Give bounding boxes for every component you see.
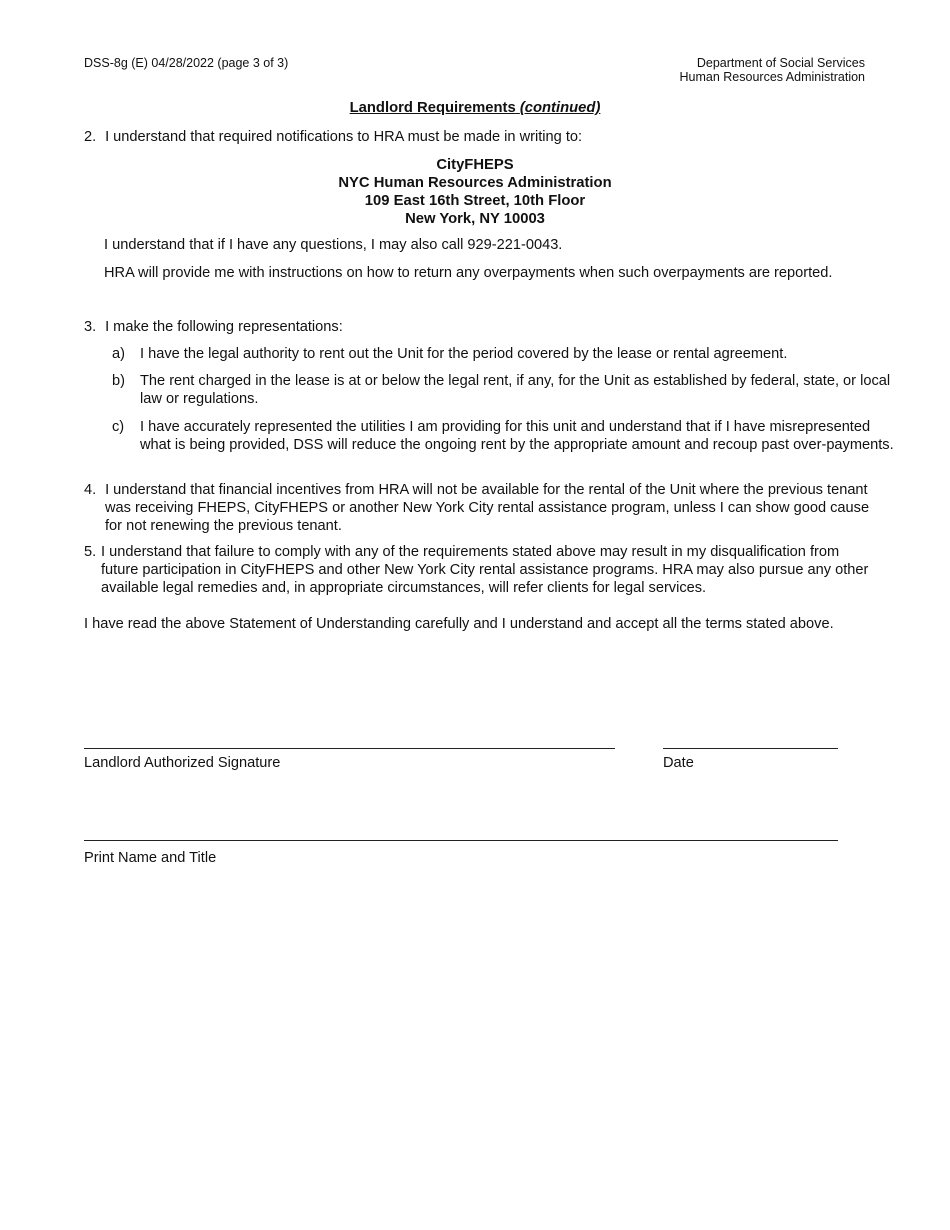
- statement-text: I have read the above Statement of Understanding carefully and I understand and accept all the terms stated above.: [84, 616, 834, 632]
- form-id: DSS-8g (E) 04/28/2022 (page 3 of 3): [84, 56, 289, 70]
- section-title-main: Landlord Requirements: [349, 100, 516, 116]
- address-line-3: 109 East 16th Street, 10th Floor: [364, 193, 586, 209]
- print-name-line[interactable]: [84, 840, 838, 841]
- item-3a-text: I have the legal authority to rent out the Unit for the period covered by the lease or rental agreement.: [140, 346, 788, 362]
- item-4: [84, 481, 877, 535]
- item-2: [84, 128, 874, 146]
- agency-block: [680, 56, 866, 84]
- item-2-number: 2.: [84, 129, 97, 145]
- section-title: [0, 99, 950, 117]
- item-3-number: 3.: [84, 319, 97, 335]
- address-line-4: New York, NY 10003: [405, 211, 545, 227]
- item-3b-letter: b): [112, 373, 125, 389]
- item-3a-letter: a): [112, 346, 125, 362]
- item-3c-text: I have accurately represented the utilities I am providing for this unit and understand that if I have misrepresented what is being provided, DSS will reduce the ongoing rent by the appropriate amount and recoup past over-payments.: [140, 419, 894, 453]
- item-5: [84, 543, 874, 597]
- item-4-text: I understand that financial incentives from HRA will not be available for the rental of the Unit where the previous tenant was receiving FHEPS, CityFHEPS or another New York City rental assistance program, unless I can show good cause for not renewing the previous tenant.: [105, 482, 870, 534]
- item-3b-text: The rent charged in the lease is at or below the legal rent, if any, for the Unit as established by federal, state, or local law or regulations.: [140, 373, 891, 407]
- item-3c: [112, 418, 902, 454]
- notification-address: [0, 156, 950, 228]
- landlord-signature-line[interactable]: [84, 748, 615, 749]
- questions-text: I understand that if I have any questions, I may also call 929-221-0043.: [104, 237, 563, 253]
- item-2-text: I understand that required notifications to HRA must be made in writing to:: [105, 129, 583, 145]
- item-3: [84, 318, 874, 336]
- item-4-number: 4.: [84, 482, 97, 498]
- item-3-text: I make the following representations:: [105, 319, 343, 335]
- address-line-2: NYC Human Resources Administration: [338, 175, 612, 191]
- item-5-number: 5.: [84, 544, 97, 560]
- item-5-text: I understand that failure to comply with any of the requirements stated above may result in my disqualification from future participation in CityFHEPS and other New York City rental assistance programs. HRA may also pursue any other available legal remedies and, in appropriate circumstances, will refer clients for legal services.: [101, 544, 869, 596]
- agency-line-1: Department of Social Services: [696, 56, 865, 70]
- address-line-1: CityFHEPS: [436, 157, 514, 173]
- landlord-signature-label: Landlord Authorized Signature: [84, 755, 281, 771]
- item-3c-letter: c): [112, 419, 125, 435]
- agency-line-2: Human Resources Administration: [679, 70, 865, 84]
- date-line[interactable]: [663, 748, 838, 749]
- overpayments-text: HRA will provide me with instructions on how to return any overpayments when such overpayments are reported.: [104, 265, 833, 281]
- item-3a: [112, 345, 902, 363]
- item-3b: [112, 372, 902, 408]
- print-name-label: Print Name and Title: [84, 850, 217, 866]
- date-label: Date: [663, 755, 694, 771]
- section-title-suffix: (continued): [519, 100, 601, 116]
